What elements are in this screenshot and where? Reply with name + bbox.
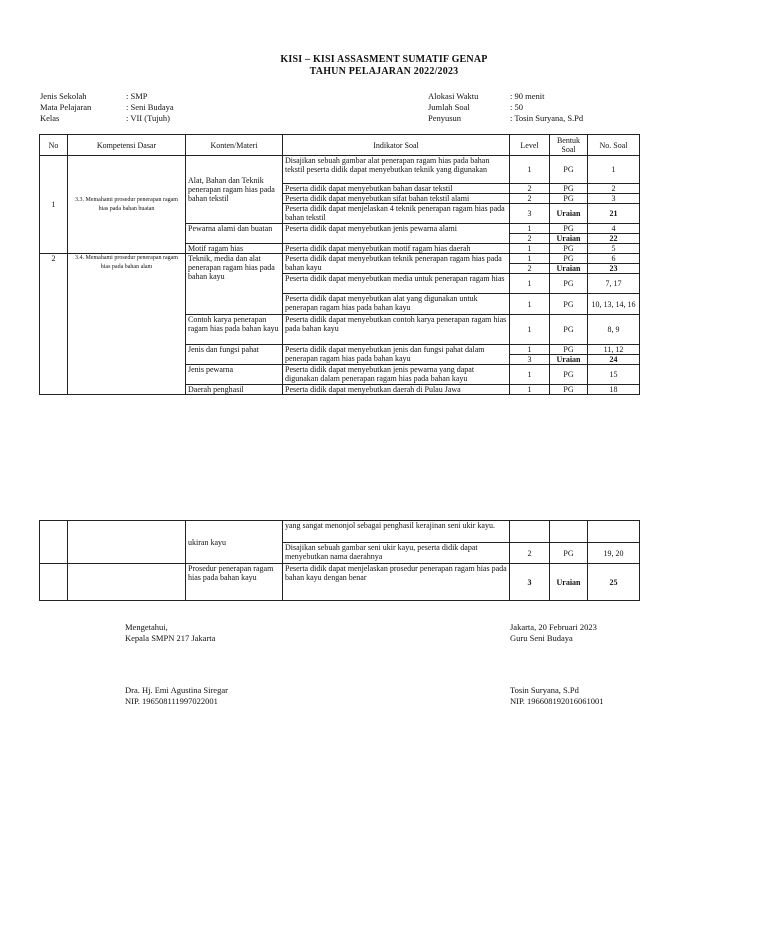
bentuk-cell	[550, 521, 588, 543]
bentuk-cell: PG	[550, 254, 588, 264]
bentuk-cell: PG	[550, 156, 588, 184]
nosoal-cell: 24	[588, 355, 640, 365]
nosoal-cell: 25	[588, 564, 640, 601]
signature-left-line2: Kepala SMPN 217 Jakarta	[125, 633, 216, 643]
row-number	[40, 564, 68, 601]
header-indikator-soal: Indikator Soal	[283, 135, 510, 156]
konten-cell: Pewarna alami dan buatan	[186, 224, 283, 244]
bentuk-cell: PG	[550, 244, 588, 254]
level-cell: 3	[510, 355, 550, 365]
nosoal-cell	[588, 521, 640, 543]
bentuk-cell: PG	[550, 274, 588, 294]
nosoal-cell: 18	[588, 385, 640, 395]
bentuk-cell: Uraian	[550, 234, 588, 244]
nosoal-cell: 4	[588, 224, 640, 234]
indikator-cell: Peserta didik dapat menjelaskan prosedur penerapan ragam hias pada bahan kayu dengan benar	[283, 564, 510, 601]
meta-label-jumlah-soal: Jumlah Soal	[428, 102, 470, 112]
indikator-cell: Peserta didik dapat menyebutkan media untuk penerapan ragam hias	[283, 274, 510, 294]
document-title: KISI – KISI ASSASMENT SUMATIF GENAP	[280, 54, 488, 65]
row-number: 2	[40, 254, 68, 395]
level-cell: 1	[510, 244, 550, 254]
nosoal-cell: 21	[588, 204, 640, 224]
level-cell: 1	[510, 385, 550, 395]
meta-value-jumlah-soal: : 50	[510, 102, 523, 112]
signature-left-line1: Mengetahui,	[125, 622, 168, 632]
nosoal-cell: 2	[588, 184, 640, 194]
nosoal-cell: 1	[588, 156, 640, 184]
meta-label-mata-pelajaran: Mata Pelajaran	[40, 102, 92, 112]
table-row	[40, 156, 640, 184]
level-cell: 1	[510, 254, 550, 264]
konten-cell: Daerah penghasil	[186, 385, 283, 395]
meta-value-jenis-sekolah: : SMP	[126, 91, 148, 101]
indikator-cell: Peserta didik dapat menyebutkan jenis dan fungsi pahat dalam penerapan ragam hias pada bahan kayu	[283, 345, 510, 365]
level-cell: 1	[510, 156, 550, 184]
nosoal-cell: 22	[588, 234, 640, 244]
konten-cell: Jenis dan fungsi pahat	[186, 345, 283, 365]
table-row	[40, 254, 640, 264]
bentuk-cell: PG	[550, 385, 588, 395]
level-cell: 3	[510, 564, 550, 601]
header-bentuk-soal: Bentuk Soal	[550, 135, 588, 156]
nosoal-cell: 7, 17	[588, 274, 640, 294]
level-cell: 1	[510, 224, 550, 234]
header-no-soal: No. Soal	[588, 135, 640, 156]
indikator-cell: Disajikan sebuah gambar seni ukir kayu, peserta didik dapat menyebutkan nama daerahnya	[283, 543, 510, 564]
kisi-table	[39, 134, 640, 395]
meta-label-alokasi-waktu: Alokasi Waktu	[428, 91, 479, 101]
indikator-cell: yang sangat menonjol sebagai penghasil kerajinan seni ukir kayu.	[283, 521, 510, 543]
bentuk-cell: PG	[550, 194, 588, 204]
level-cell: 2	[510, 543, 550, 564]
nosoal-cell: 3	[588, 194, 640, 204]
bentuk-cell: PG	[550, 184, 588, 194]
header-level: Level	[510, 135, 550, 156]
nosoal-cell: 5	[588, 244, 640, 254]
bentuk-cell: Uraian	[550, 264, 588, 274]
meta-value-mata-pelajaran: : Seni Budaya	[126, 102, 174, 112]
meta-value-kelas: : VII (Tujuh)	[126, 113, 170, 123]
indikator-cell: Peserta didik dapat menyebutkan sifat bahan tekstil alami	[283, 194, 510, 204]
indikator-cell: Peserta didik dapat menyebutkan jenis pewarna yang dapat digunakan dalam penerapan ragam hias pada bahan kayu	[283, 365, 510, 385]
bentuk-cell: Uraian	[550, 564, 588, 601]
meta-label-penyusun: Penyusun	[428, 113, 462, 123]
level-cell	[510, 521, 550, 543]
konten-cell: Alat, Bahan dan Teknik penerapan ragam hias pada bahan tekstil	[186, 156, 283, 224]
table-header-row	[40, 135, 640, 156]
bentuk-cell: PG	[550, 315, 588, 345]
level-cell: 2	[510, 264, 550, 274]
meta-label-jenis-sekolah: Jenis Sekolah	[40, 91, 87, 101]
nosoal-cell: 19, 20	[588, 543, 640, 564]
bentuk-cell: Uraian	[550, 204, 588, 224]
nosoal-cell: 8, 9	[588, 315, 640, 345]
document-subtitle: TAHUN PELAJARAN 2022/2023	[309, 66, 459, 77]
nosoal-cell: 23	[588, 264, 640, 274]
level-cell: 1	[510, 315, 550, 345]
konten-cell: Prosedur penerapan ragam hias pada bahan kayu	[186, 564, 283, 601]
level-cell: 1	[510, 345, 550, 355]
konten-cell: Jenis pewarna	[186, 365, 283, 385]
indikator-cell: Peserta didik dapat menyebutkan motif ragam hias daerah	[283, 244, 510, 254]
level-cell: 2	[510, 234, 550, 244]
bentuk-cell: PG	[550, 345, 588, 355]
header-kompetensi-dasar: Kompetensi Dasar	[68, 135, 186, 156]
signature-right-line2: Guru Seni Budaya	[510, 633, 573, 643]
konten-cell: Motif ragam hias	[186, 244, 283, 254]
bentuk-cell: PG	[550, 224, 588, 234]
header-no: No	[40, 135, 68, 156]
konten-cell: Teknik, media dan alat penerapan ragam hias pada bahan kayu	[186, 254, 283, 315]
meta-value-alokasi-waktu: : 90 menit	[510, 91, 545, 101]
indikator-cell: Peserta didik dapat menyebutkan bahan dasar tekstil	[283, 184, 510, 194]
bentuk-cell: PG	[550, 543, 588, 564]
nosoal-cell: 11, 12	[588, 345, 640, 355]
row-number: 1	[40, 156, 68, 254]
signature-left-name: Dra. Hj. Emi Agustina Siregar	[125, 685, 228, 695]
bentuk-cell: Uraian	[550, 355, 588, 365]
meta-label-kelas: Kelas	[40, 113, 60, 123]
indikator-cell: Peserta didik dapat menyebutkan alat yang digunakan untuk penerapan ragam hias pada bahan kayu	[283, 294, 510, 315]
level-cell: 3	[510, 204, 550, 224]
meta-value-penyusun: : Tosin Suryana, S.Pd	[510, 113, 584, 123]
kompetensi-dasar-cell: 3.3. Memahami prosedur penerapan ragam hias pada bahan buatan	[68, 156, 186, 254]
konten-cell: ukiran kayu	[186, 521, 283, 564]
header-konten-materi: Konten/Materi	[186, 135, 283, 156]
kompetensi-dasar-cell	[68, 521, 186, 564]
kisi-table-continued	[39, 520, 640, 601]
signature-right-line1: Jakarta, 20 Februari 2023	[510, 622, 597, 632]
level-cell: 2	[510, 194, 550, 204]
bentuk-cell: PG	[550, 294, 588, 315]
indikator-cell: Peserta didik dapat menyebutkan daerah di Pulau Jawa	[283, 385, 510, 395]
level-cell: 1	[510, 294, 550, 315]
indikator-cell: Peserta didik dapat menyebutkan jenis pewarna alami	[283, 224, 510, 244]
table-row	[40, 564, 640, 601]
kompetensi-dasar-cell: 3.4. Memahami prosedur penerapan ragam hias pada bahan alam	[68, 254, 186, 395]
nosoal-cell: 10, 13, 14, 16	[588, 294, 640, 315]
konten-cell: Contoh karya penerapan ragam hias pada bahan kayu	[186, 315, 283, 345]
indikator-cell: Peserta didik dapat menyebutkan contoh karya penerapan ragam hias pada bahan kayu	[283, 315, 510, 345]
level-cell: 1	[510, 274, 550, 294]
indikator-cell: Disajikan sebuah gambar alat penerapan ragam hias pada bahan tekstil peserta didik dapat menyebutkan teknik yang digunakan	[283, 156, 510, 184]
bentuk-cell: PG	[550, 365, 588, 385]
row-number	[40, 521, 68, 564]
kompetensi-dasar-cell	[68, 564, 186, 601]
nosoal-cell: 6	[588, 254, 640, 264]
nosoal-cell: 15	[588, 365, 640, 385]
signature-right-name: Tosin Suryana, S.Pd	[510, 685, 579, 695]
table-row	[40, 521, 640, 543]
indikator-cell: Peserta didik dapat menjelaskan 4 teknik penerapan ragam hias pada bahan tekstil	[283, 204, 510, 224]
level-cell: 1	[510, 365, 550, 385]
signature-right-nip: NIP. 196608192016061001	[510, 696, 604, 706]
level-cell: 2	[510, 184, 550, 194]
indikator-cell: Peserta didik dapat menyebutkan teknik penerapan ragam hias pada bahan kayu	[283, 254, 510, 274]
signature-left-nip: NIP. 196508111997022001	[125, 696, 218, 706]
